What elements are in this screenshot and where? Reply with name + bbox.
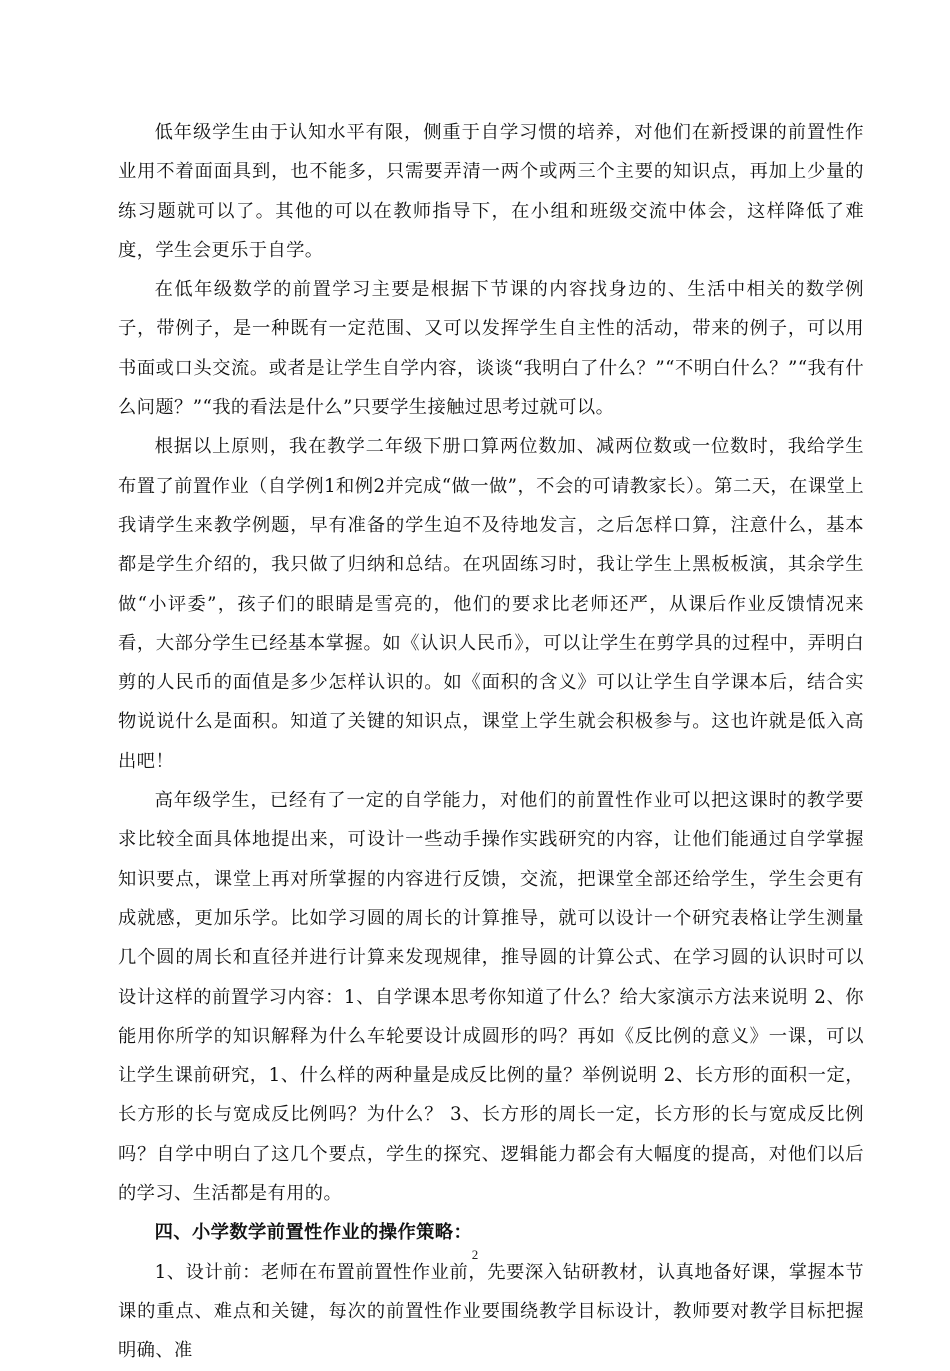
paragraph-teaching-case: 根据以上原则，我在教学二年级下册口算两位数加、减两位数或一位数时，我给学生布置了前置作业（自学例1和例2并完成“做一做”，不会的可请教家长）。第二天，在课堂上我请学生来教学例题，早有准备的学生迫不及待地发言，之后怎样口算，注意什么，基本都是学生介绍的，我只做了归纳和总结。在巩固练习时，我让学生上黑板板演，其余学生做“小评委”，孩子们的眼睛是雪亮的，他们的要求比老师还严，从课后作业反馈情况来看，大部分学生已经基本掌握。如《认识人民币》，可以让学生在剪学具的过程中，弄明白剪的人民币的面值是多少怎样认识的。如《面积的含义》可以让学生自学课本后，结合实物说说什么是面积。知道了关键的知识点，课堂上学生就会积极参与。这也许就是低入高出吧！ [118,436,864,772]
paragraph-high-grade: 高年级学生，已经有了一定的自学能力，对他们的前置性作业可以把这课时的教学要求比较全面具体地提出来，可设计一些动手操作实践研究的内容，让他们能通过自学掌握知识要点，课堂上再对所掌握的内容进行反馈，交流，把课堂全部还给学生，学生会更有成就感，更加乐学。比如学习圆的周长的计算推导，就可以设计一个研究表格让学生测量几个圆的周长和直径并进行计算来发现规律，推导圆的计算公式、在学习圆的认识时可以设计这样的前置学习内容：1、自学课本思考你知道了什么？给大家演示方法来说明 2、你能用你所学的知识解释为什么车轮要设计成圆形的吗？再如《反比例的意义》一课，可以让学生课前研究，1、什么样的两种量是成反比例的量？举例说明 2、长方形的面积一定，长方形的长与宽成反比例吗？为什么？ 3、长方形的周长一定，长方形的长与宽成反比例吗？自学中明白了这几个要点，学生的探究、逻辑能力都会有大幅度的提高，对他们以后的学习、生活都是有用的。 [118,790,864,1205]
paragraph-low-grade-examples: 在低年级数学的前置学习主要是根据下节课的内容找身边的、生活中相关的数学例子，带例子，是一种既有一定范围、又可以发挥学生自主性的活动，带来的例子，可以用书面或口头交流。或者是让学生自学内容，谈谈“我明白了什么？”“不明白什么？”“我有什么问题？”“我的看法是什么”只要学生接触过思考过就可以。 [118,279,864,419]
paragraph-design-before: 1、设计前：老师在布置前置性作业前，先要深入钻研教材，认真地备好课，掌握本节课的重点、难点和关键，每次的前置性作业要围绕教学目标设计，教师要对教学目标把握明确、准 [118,1261,864,1362]
paragraph-low-grade-habits: 低年级学生由于认知水平有限，侧重于自学习惯的培养，对他们在新授课的前置性作业用不着面面具到，也不能多，只需要弄清一两个或两三个主要的知识点，再加上少量的练习题就可以了。其他的可以在教师指导下，在小组和班级交流中体会，这样降低了难度，学生会更乐于自学。 [118,122,864,261]
page-number: 2 [471,1247,479,1262]
section-heading: 四、小学数学前置性作业的操作策略： [154,1222,473,1244]
page-body [118,113,864,1371]
